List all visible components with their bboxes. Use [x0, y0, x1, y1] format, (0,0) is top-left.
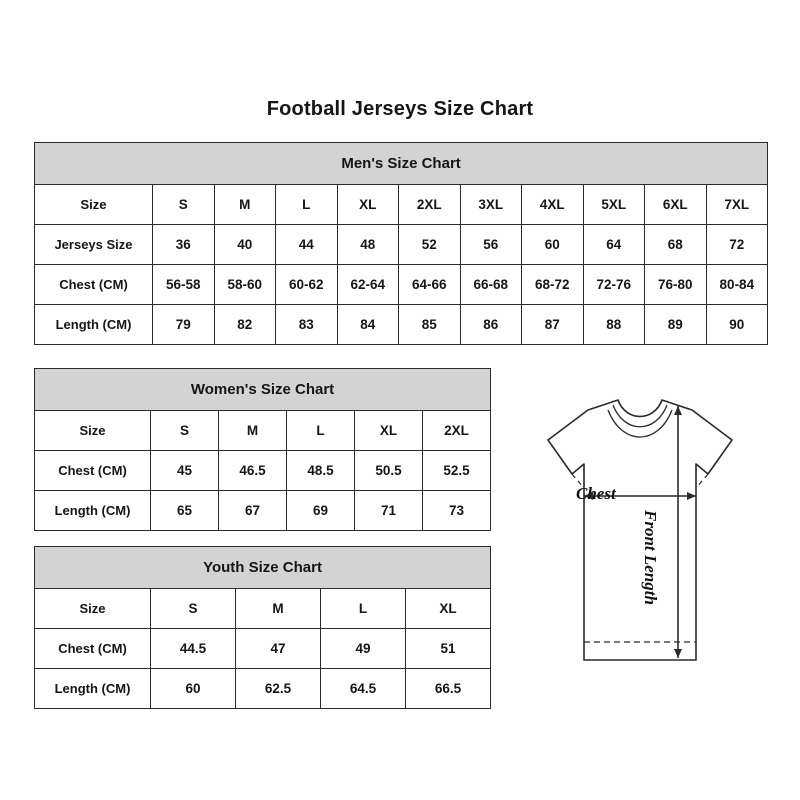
table-row [35, 669, 491, 709]
table-cell: 6XL [645, 185, 707, 225]
table-row [35, 589, 491, 629]
table-row [35, 185, 768, 225]
table-cell: L [287, 411, 355, 451]
table-cell: 72-76 [583, 265, 645, 305]
table-row [35, 451, 491, 491]
table-cell: 88 [583, 305, 645, 345]
table-cell: 67 [219, 491, 287, 531]
table-row [35, 305, 768, 345]
table-row [35, 491, 491, 531]
front-length-measure-label: Front Length [641, 510, 660, 605]
table-cell: 5XL [583, 185, 645, 225]
table-cell: 83 [276, 305, 338, 345]
table-row [35, 225, 768, 265]
table-cell: 85 [399, 305, 461, 345]
table-cell: 45 [151, 451, 219, 491]
table-cell: 66.5 [406, 669, 491, 709]
table-cell: 51 [406, 629, 491, 669]
table-cell: 80-84 [706, 265, 768, 305]
table-cell: XL [337, 185, 399, 225]
table-cell: 4XL [522, 185, 584, 225]
table-cell: 76-80 [645, 265, 707, 305]
table-cell: 87 [522, 305, 584, 345]
table-cell: L [321, 589, 406, 629]
table-cell: 89 [645, 305, 707, 345]
table-cell: 68-72 [522, 265, 584, 305]
table-cell: M [219, 411, 287, 451]
row-label: Length (CM) [35, 669, 151, 709]
table-caption-row [35, 547, 491, 589]
table-cell: 68 [645, 225, 707, 265]
row-label: Size [35, 185, 153, 225]
table-cell: 3XL [460, 185, 522, 225]
table-cell: XL [355, 411, 423, 451]
youth-table-caption: Youth Size Chart [35, 547, 491, 589]
table-cell: 44.5 [151, 629, 236, 669]
table-cell: 60-62 [276, 265, 338, 305]
table-cell: L [276, 185, 338, 225]
table-row [35, 629, 491, 669]
table-cell: 40 [214, 225, 276, 265]
table-cell: 62.5 [236, 669, 321, 709]
table-cell: 36 [153, 225, 215, 265]
table-cell: 2XL [399, 185, 461, 225]
table-cell: 46.5 [219, 451, 287, 491]
jersey-measurement-diagram [500, 392, 780, 692]
womens-size-chart-section [34, 368, 491, 531]
table-cell: 47 [236, 629, 321, 669]
row-label: Length (CM) [35, 305, 153, 345]
table-row [35, 411, 491, 451]
youth-size-chart-section [34, 546, 491, 709]
table-cell: 84 [337, 305, 399, 345]
row-label: Size [35, 411, 151, 451]
table-cell: S [151, 411, 219, 451]
table-cell: 79 [153, 305, 215, 345]
table-cell: 2XL [423, 411, 491, 451]
row-label: Chest (CM) [35, 629, 151, 669]
table-row [35, 265, 768, 305]
row-label: Chest (CM) [35, 451, 151, 491]
table-cell: 50.5 [355, 451, 423, 491]
table-cell: 52.5 [423, 451, 491, 491]
table-cell: 66-68 [460, 265, 522, 305]
table-cell: 71 [355, 491, 423, 531]
table-cell: 56-58 [153, 265, 215, 305]
womens-table-caption: Women's Size Chart [35, 369, 491, 411]
table-cell: 48.5 [287, 451, 355, 491]
table-cell: M [236, 589, 321, 629]
row-label: Size [35, 589, 151, 629]
table-cell: 64 [583, 225, 645, 265]
table-cell: S [153, 185, 215, 225]
youth-size-table [34, 546, 491, 709]
table-cell: M [214, 185, 276, 225]
mens-size-table [34, 142, 768, 345]
table-caption-row [35, 369, 491, 411]
table-cell: XL [406, 589, 491, 629]
table-cell: 44 [276, 225, 338, 265]
mens-table-caption: Men's Size Chart [35, 143, 768, 185]
table-cell: 56 [460, 225, 522, 265]
table-cell: 49 [321, 629, 406, 669]
page-title: Football Jerseys Size Chart [266, 98, 534, 120]
table-cell: 58-60 [214, 265, 276, 305]
table-cell: 69 [287, 491, 355, 531]
table-cell: 64-66 [399, 265, 461, 305]
table-cell: 48 [337, 225, 399, 265]
womens-size-table [34, 368, 491, 531]
table-cell: 60 [522, 225, 584, 265]
chest-measure-label: Chest [576, 484, 616, 503]
table-cell: 64.5 [321, 669, 406, 709]
row-label: Length (CM) [35, 491, 151, 531]
table-cell: 90 [706, 305, 768, 345]
row-label: Chest (CM) [35, 265, 153, 305]
table-cell: S [151, 589, 236, 629]
row-label: Jerseys Size [35, 225, 153, 265]
table-cell: 7XL [706, 185, 768, 225]
table-caption-row [35, 143, 768, 185]
table-cell: 72 [706, 225, 768, 265]
table-cell: 52 [399, 225, 461, 265]
table-cell: 65 [151, 491, 219, 531]
table-cell: 60 [151, 669, 236, 709]
mens-size-chart-section [34, 142, 768, 345]
table-cell: 86 [460, 305, 522, 345]
table-cell: 82 [214, 305, 276, 345]
table-cell: 62-64 [337, 265, 399, 305]
table-cell: 73 [423, 491, 491, 531]
